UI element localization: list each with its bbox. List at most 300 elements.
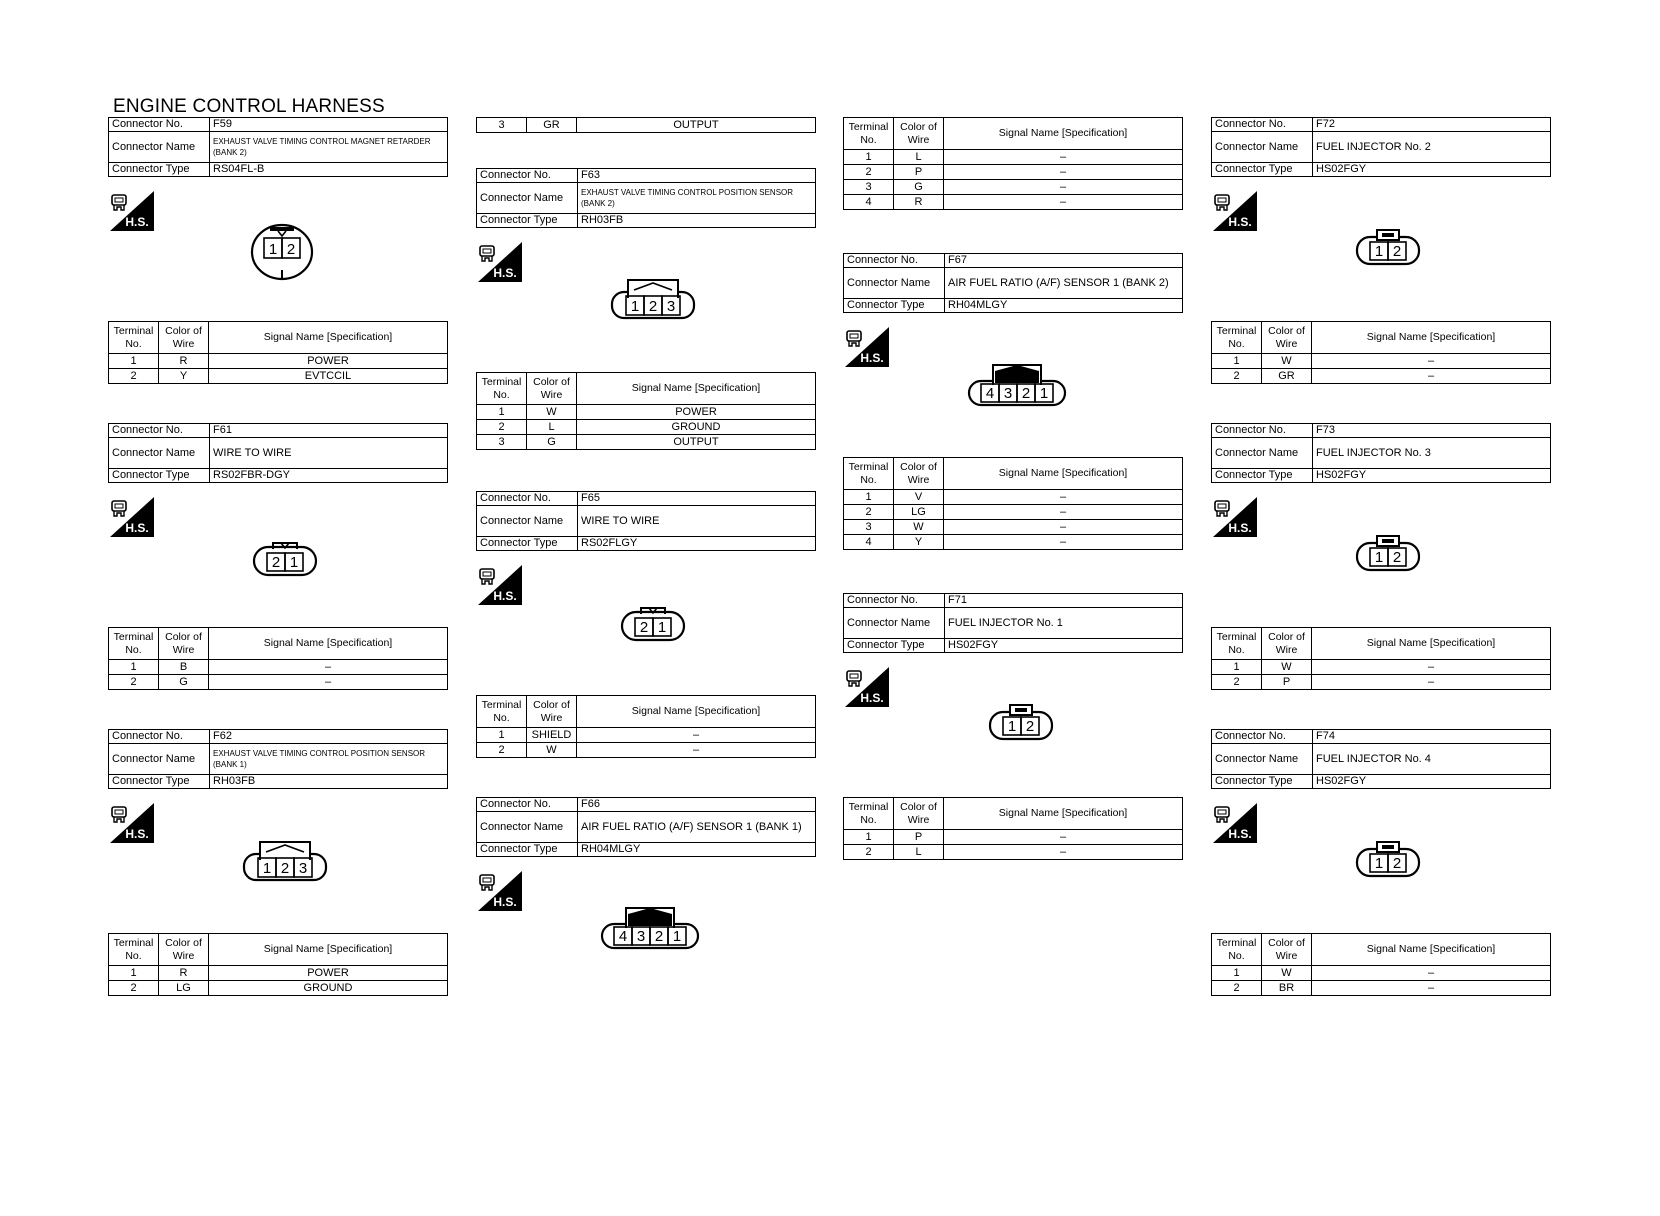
- harness-side-icon: [1213, 803, 1257, 843]
- signal-name-cell: –: [944, 505, 1183, 520]
- connector-name-label: Connector Name: [1212, 132, 1313, 163]
- signal-name-cell: –: [209, 675, 448, 690]
- connector-type-value: RH04MLGY: [945, 299, 1183, 313]
- terminal-table: [1211, 321, 1551, 384]
- signal-name-cell: –: [1312, 966, 1551, 981]
- signal-name-cell: GROUND: [577, 420, 816, 435]
- table-row: [844, 535, 1183, 550]
- table-row: [109, 354, 448, 369]
- wire-color-cell: L: [894, 845, 944, 860]
- pin-number: 2: [654, 928, 664, 945]
- connector-info-table: [1211, 423, 1551, 483]
- harness-side-icon: [478, 242, 522, 282]
- connector-info-f65: [476, 491, 816, 551]
- connector-no-label: Connector No.: [477, 798, 578, 812]
- pin-number: 1: [289, 554, 299, 571]
- color-of-wire-header: Color of Wire: [894, 458, 944, 490]
- connector-no-label: Connector No.: [477, 169, 578, 183]
- connector-type-value: HS02FGY: [945, 639, 1183, 653]
- signal-name-header: Signal Name [Specification]: [944, 458, 1183, 490]
- color-of-wire-header: Color of Wire: [159, 628, 209, 660]
- connector-face-f63: [610, 276, 696, 327]
- hs-label: H.S.: [125, 827, 149, 841]
- connector-type-label: Connector Type: [109, 775, 210, 789]
- connector-name-label: Connector Name: [109, 132, 210, 163]
- pin-number: 2: [1021, 385, 1031, 402]
- connector-no-label: Connector No.: [1212, 730, 1313, 744]
- table-row: [477, 728, 816, 743]
- signal-name-cell: –: [944, 830, 1183, 845]
- pin-number: 2: [639, 619, 649, 636]
- pin-number: 2: [280, 860, 290, 877]
- connector-no-label: Connector No.: [1212, 118, 1313, 132]
- terminal-table: [843, 797, 1183, 860]
- connector-no-value: F59: [210, 118, 448, 132]
- connector-no-value: F65: [578, 492, 816, 506]
- wire-color-cell: R: [894, 195, 944, 210]
- connector-info-table: [1211, 729, 1551, 789]
- hs-label: H.S.: [1228, 215, 1252, 229]
- connector-name-label: Connector Name: [1212, 438, 1313, 469]
- connector-no-value: F73: [1313, 424, 1551, 438]
- color-of-wire-header: Color of Wire: [894, 798, 944, 830]
- terminal-no-cell: 2: [477, 420, 527, 435]
- table-row: [844, 830, 1183, 845]
- connector-type-value: RH03FB: [210, 775, 448, 789]
- connector-name-value: FUEL INJECTOR No. 4: [1313, 744, 1551, 775]
- wire-color-cell: P: [894, 830, 944, 845]
- connector-name-value: FUEL INJECTOR No. 2: [1313, 132, 1551, 163]
- terminal-no-cell: 1: [1212, 966, 1262, 981]
- signal-name-header: Signal Name [Specification]: [1312, 322, 1551, 354]
- wire-color-cell: L: [894, 150, 944, 165]
- hs-label: H.S.: [1228, 827, 1252, 841]
- terminal-no-cell: 1: [477, 405, 527, 420]
- terminal-no-cell: 1: [844, 150, 894, 165]
- connector-type-label: Connector Type: [109, 469, 210, 483]
- table-row: [1212, 369, 1551, 384]
- terminal-no-header: Terminal No.: [477, 373, 527, 405]
- signal-name-header: Signal Name [Specification]: [1312, 934, 1551, 966]
- table-row: [1212, 354, 1551, 369]
- table-row: [844, 180, 1183, 195]
- wire-color-cell: Y: [894, 535, 944, 550]
- pin-number: 3: [298, 860, 308, 877]
- terminal-table-f63: [476, 372, 816, 450]
- connector-type-label: Connector Type: [477, 843, 578, 857]
- connector-type-label: Connector Type: [477, 214, 578, 228]
- table-row: [844, 505, 1183, 520]
- terminal-no-cell: 1: [109, 966, 159, 981]
- terminal-table-f72: [1211, 321, 1551, 384]
- signal-name-header: Signal Name [Specification]: [209, 322, 448, 354]
- signal-name-header: Signal Name [Specification]: [577, 696, 816, 728]
- terminal-table-f67: [843, 457, 1183, 550]
- connector-type-value: RH04MLGY: [578, 843, 816, 857]
- pin-number: 3: [636, 928, 646, 945]
- signal-name-cell: –: [1312, 675, 1551, 690]
- terminal-no-cell: 2: [1212, 369, 1262, 384]
- terminal-no-cell: 2: [844, 505, 894, 520]
- color-of-wire-header: Color of Wire: [1262, 322, 1312, 354]
- pin-number: 1: [268, 241, 278, 258]
- table-row: [844, 490, 1183, 505]
- connector-no-value: F63: [578, 169, 816, 183]
- page-title: ENGINE CONTROL HARNESS: [113, 96, 385, 117]
- wire-color-cell: G: [159, 675, 209, 690]
- connector-type-value: RS04FL-B: [210, 163, 448, 177]
- terminal-no-header: Terminal No.: [109, 934, 159, 966]
- terminal-no-cell: 3: [844, 520, 894, 535]
- connector-face-f66: [600, 904, 700, 957]
- connector-type-label: Connector Type: [844, 639, 945, 653]
- color-of-wire-header: Color of Wire: [1262, 628, 1312, 660]
- table-row: [844, 150, 1183, 165]
- connector-info-f61: [108, 423, 448, 483]
- connector-type-label: Connector Type: [1212, 469, 1313, 483]
- terminal-no-header: Terminal No.: [109, 322, 159, 354]
- pin-number: 2: [271, 554, 281, 571]
- connector-face-f65: [620, 606, 686, 649]
- harness-side-icon: [845, 327, 889, 367]
- terminal-no-header: Terminal No.: [477, 696, 527, 728]
- table-row: [844, 195, 1183, 210]
- connector-info-f66: [476, 797, 816, 857]
- terminal-no-cell: 2: [1212, 675, 1262, 690]
- connector-info-f63: [476, 168, 816, 228]
- connector-no-label: Connector No.: [477, 492, 578, 506]
- terminal-table: [843, 117, 1183, 210]
- connector-type-label: Connector Type: [1212, 163, 1313, 177]
- pin-number: 1: [1374, 243, 1384, 260]
- wire-color-cell: P: [894, 165, 944, 180]
- connector-no-label: Connector No.: [109, 730, 210, 744]
- pin-number: 2: [648, 298, 658, 315]
- terminal-table: [476, 695, 816, 758]
- connector-no-label: Connector No.: [109, 118, 210, 132]
- harness-side-icon: [1213, 191, 1257, 231]
- terminal-no-header: Terminal No.: [844, 458, 894, 490]
- terminal-table-f59: [108, 321, 448, 384]
- pin-number: 1: [1374, 549, 1384, 566]
- connector-face-f72: [1355, 228, 1421, 273]
- signal-name-cell: EVTCCIL: [209, 369, 448, 384]
- terminal-table-f62-continued: [476, 117, 816, 133]
- terminal-no-cell: 3: [477, 118, 527, 133]
- harness-side-icon: [110, 803, 154, 843]
- connector-info-f71: [843, 593, 1183, 653]
- pin-number: 2: [1392, 549, 1402, 566]
- pin-number: 4: [618, 928, 628, 945]
- hs-label: H.S.: [493, 589, 517, 603]
- table-row: [477, 420, 816, 435]
- signal-name-cell: –: [944, 490, 1183, 505]
- terminal-table: [108, 933, 448, 996]
- table-row: [1212, 660, 1551, 675]
- terminal-no-cell: 1: [1212, 354, 1262, 369]
- pin-number: 2: [286, 241, 296, 258]
- connector-type-value: HS02FGY: [1313, 469, 1551, 483]
- connector-info-table: [843, 593, 1183, 653]
- connector-info-f59: [108, 117, 448, 177]
- terminal-table: [476, 372, 816, 450]
- terminal-table: [843, 457, 1183, 550]
- connector-face-f73: [1355, 534, 1421, 579]
- connector-no-label: Connector No.: [109, 424, 210, 438]
- signal-name-cell: –: [209, 660, 448, 675]
- table-row: [477, 405, 816, 420]
- wire-color-cell: R: [159, 966, 209, 981]
- color-of-wire-header: Color of Wire: [527, 373, 577, 405]
- hs-label: H.S.: [860, 351, 884, 365]
- signal-name-cell: –: [944, 845, 1183, 860]
- pin-number: 2: [1025, 718, 1035, 735]
- terminal-table-f71: [843, 797, 1183, 860]
- wire-color-cell: W: [894, 520, 944, 535]
- connector-info-f74: [1211, 729, 1551, 789]
- connector-info-table: [476, 168, 816, 228]
- connector-face-f71: [988, 703, 1054, 748]
- terminal-table-f74: [1211, 933, 1551, 996]
- pin-number: 3: [666, 298, 676, 315]
- signal-name-cell: –: [1312, 660, 1551, 675]
- table-row: [477, 435, 816, 450]
- pin-number: 1: [1007, 718, 1017, 735]
- signal-name-cell: –: [1312, 981, 1551, 996]
- terminal-table: [108, 627, 448, 690]
- connector-no-value: F66: [578, 798, 816, 812]
- terminal-table-f62: [108, 933, 448, 996]
- terminal-table: [108, 321, 448, 384]
- terminal-no-header: Terminal No.: [844, 118, 894, 150]
- connector-name-value: EXHAUST VALVE TIMING CONTROL POSITION SENSOR (BANK 1): [210, 744, 448, 775]
- wire-color-cell: SHIELD: [527, 728, 577, 743]
- pin-number: 1: [630, 298, 640, 315]
- connector-info-table: [108, 729, 448, 789]
- terminal-table: [476, 117, 816, 133]
- terminal-table-f65: [476, 695, 816, 758]
- connector-name-value: WIRE TO WIRE: [210, 438, 448, 469]
- harness-side-icon: [478, 565, 522, 605]
- table-row: [109, 369, 448, 384]
- terminal-no-cell: 1: [1212, 660, 1262, 675]
- terminal-no-header: Terminal No.: [109, 628, 159, 660]
- terminal-table-f73: [1211, 627, 1551, 690]
- terminal-no-header: Terminal No.: [1212, 628, 1262, 660]
- hs-label: H.S.: [1228, 521, 1252, 535]
- wire-color-cell: Y: [159, 369, 209, 384]
- table-row: [1212, 981, 1551, 996]
- signal-name-header: Signal Name [Specification]: [944, 798, 1183, 830]
- harness-side-icon: [845, 667, 889, 707]
- terminal-no-cell: 2: [1212, 981, 1262, 996]
- terminal-table: [1211, 627, 1551, 690]
- terminal-no-cell: 1: [844, 830, 894, 845]
- connector-type-value: RH03FB: [578, 214, 816, 228]
- signal-name-cell: –: [944, 520, 1183, 535]
- wire-color-cell: BR: [1262, 981, 1312, 996]
- terminal-no-cell: 2: [844, 845, 894, 860]
- signal-name-header: Signal Name [Specification]: [209, 934, 448, 966]
- wire-color-cell: GR: [527, 118, 577, 133]
- pin-number: 2: [1392, 243, 1402, 260]
- hs-label: H.S.: [493, 895, 517, 909]
- connector-name-value: AIR FUEL RATIO (A/F) SENSOR 1 (BANK 1): [578, 812, 816, 843]
- wire-color-cell: P: [1262, 675, 1312, 690]
- terminal-no-cell: 2: [844, 165, 894, 180]
- connector-info-table: [108, 423, 448, 483]
- connector-info-table: [1211, 117, 1551, 177]
- terminal-no-cell: 1: [109, 660, 159, 675]
- harness-side-icon: [478, 871, 522, 911]
- table-row: [109, 981, 448, 996]
- hs-label: H.S.: [125, 521, 149, 535]
- signal-name-header: Signal Name [Specification]: [577, 373, 816, 405]
- connector-info-table: [476, 491, 816, 551]
- connector-face-f59: [250, 222, 314, 287]
- wire-color-cell: V: [894, 490, 944, 505]
- connector-no-value: F67: [945, 254, 1183, 268]
- pin-number: 1: [672, 928, 682, 945]
- harness-side-icon: [110, 191, 154, 231]
- connector-info-table: [108, 117, 448, 177]
- pin-number: 2: [1392, 855, 1402, 872]
- signal-name-cell: OUTPUT: [577, 118, 816, 133]
- color-of-wire-header: Color of Wire: [894, 118, 944, 150]
- signal-name-header: Signal Name [Specification]: [944, 118, 1183, 150]
- pin-number: 1: [657, 619, 667, 636]
- connector-name-label: Connector Name: [844, 268, 945, 299]
- connector-type-label: Connector Type: [109, 163, 210, 177]
- connector-no-value: F71: [945, 594, 1183, 608]
- connector-name-label: Connector Name: [109, 744, 210, 775]
- wire-color-cell: W: [1262, 354, 1312, 369]
- signal-name-cell: –: [1312, 354, 1551, 369]
- terminal-no-cell: 2: [109, 369, 159, 384]
- signal-name-cell: –: [577, 743, 816, 758]
- terminal-no-cell: 1: [109, 354, 159, 369]
- terminal-no-cell: 2: [109, 675, 159, 690]
- connector-name-label: Connector Name: [477, 812, 578, 843]
- signal-name-cell: OUTPUT: [577, 435, 816, 450]
- pin-number: 1: [1039, 385, 1049, 402]
- connector-name-value: EXHAUST VALVE TIMING CONTROL POSITION SENSOR (BANK 2): [578, 183, 816, 214]
- wire-color-cell: L: [527, 420, 577, 435]
- connector-type-value: HS02FGY: [1313, 163, 1551, 177]
- connector-info-table: [476, 797, 816, 857]
- pin-number: 1: [1374, 855, 1384, 872]
- connector-no-value: F61: [210, 424, 448, 438]
- terminal-no-cell: 3: [477, 435, 527, 450]
- signal-name-cell: –: [944, 180, 1183, 195]
- terminal-no-cell: 2: [109, 981, 159, 996]
- wire-color-cell: W: [527, 405, 577, 420]
- connector-face-f74: [1355, 840, 1421, 885]
- table-row: [1212, 675, 1551, 690]
- wire-color-cell: W: [1262, 660, 1312, 675]
- terminal-no-header: Terminal No.: [1212, 934, 1262, 966]
- wire-color-cell: LG: [894, 505, 944, 520]
- terminal-no-cell: 4: [844, 535, 894, 550]
- signal-name-cell: –: [944, 195, 1183, 210]
- color-of-wire-header: Color of Wire: [1262, 934, 1312, 966]
- connector-face-f61: [252, 541, 318, 584]
- terminal-no-cell: 1: [477, 728, 527, 743]
- wire-color-cell: B: [159, 660, 209, 675]
- harness-side-icon: [1213, 497, 1257, 537]
- terminal-no-cell: 1: [844, 490, 894, 505]
- connector-type-value: HS02FGY: [1313, 775, 1551, 789]
- connector-name-value: FUEL INJECTOR No. 1: [945, 608, 1183, 639]
- table-row: [1212, 966, 1551, 981]
- table-row: [109, 675, 448, 690]
- signal-name-cell: POWER: [209, 966, 448, 981]
- terminal-table-f66: [843, 117, 1183, 210]
- hs-label: H.S.: [493, 266, 517, 280]
- harness-side-icon: [110, 497, 154, 537]
- connector-no-value: F72: [1313, 118, 1551, 132]
- signal-name-cell: –: [577, 728, 816, 743]
- terminal-no-header: Terminal No.: [844, 798, 894, 830]
- connector-info-f73: [1211, 423, 1551, 483]
- pin-number: 3: [1003, 385, 1013, 402]
- signal-name-header: Signal Name [Specification]: [209, 628, 448, 660]
- connector-type-label: Connector Type: [477, 537, 578, 551]
- terminal-no-cell: 4: [844, 195, 894, 210]
- connector-info-f62: [108, 729, 448, 789]
- connector-name-value: WIRE TO WIRE: [578, 506, 816, 537]
- signal-name-cell: GROUND: [209, 981, 448, 996]
- wire-color-cell: W: [527, 743, 577, 758]
- wire-color-cell: LG: [159, 981, 209, 996]
- color-of-wire-header: Color of Wire: [159, 934, 209, 966]
- pin-number: 4: [985, 385, 995, 402]
- terminal-table: [1211, 933, 1551, 996]
- connector-no-label: Connector No.: [1212, 424, 1313, 438]
- connector-type-label: Connector Type: [1212, 775, 1313, 789]
- connector-no-label: Connector No.: [844, 594, 945, 608]
- table-row: [844, 845, 1183, 860]
- connector-name-value: FUEL INJECTOR No. 3: [1313, 438, 1551, 469]
- color-of-wire-header: Color of Wire: [527, 696, 577, 728]
- table-row: [844, 520, 1183, 535]
- connector-type-value: RS02FLGY: [578, 537, 816, 551]
- connector-name-label: Connector Name: [1212, 744, 1313, 775]
- signal-name-cell: –: [944, 535, 1183, 550]
- wire-color-cell: G: [894, 180, 944, 195]
- wire-color-cell: R: [159, 354, 209, 369]
- signal-name-cell: –: [944, 150, 1183, 165]
- signal-name-cell: POWER: [577, 405, 816, 420]
- connector-no-value: F62: [210, 730, 448, 744]
- connector-no-label: Connector No.: [844, 254, 945, 268]
- table-row: [844, 165, 1183, 180]
- table-row: [109, 966, 448, 981]
- pin-number: 1: [262, 860, 272, 877]
- terminal-table-f61: [108, 627, 448, 690]
- wire-color-cell: W: [1262, 966, 1312, 981]
- connector-no-value: F74: [1313, 730, 1551, 744]
- color-of-wire-header: Color of Wire: [159, 322, 209, 354]
- signal-name-cell: –: [944, 165, 1183, 180]
- table-row: [477, 743, 816, 758]
- table-row: [109, 660, 448, 675]
- connector-type-label: Connector Type: [844, 299, 945, 313]
- terminal-no-cell: 3: [844, 180, 894, 195]
- connector-info-f67: [843, 253, 1183, 313]
- signal-name-header: Signal Name [Specification]: [1312, 628, 1551, 660]
- hs-label: H.S.: [125, 215, 149, 229]
